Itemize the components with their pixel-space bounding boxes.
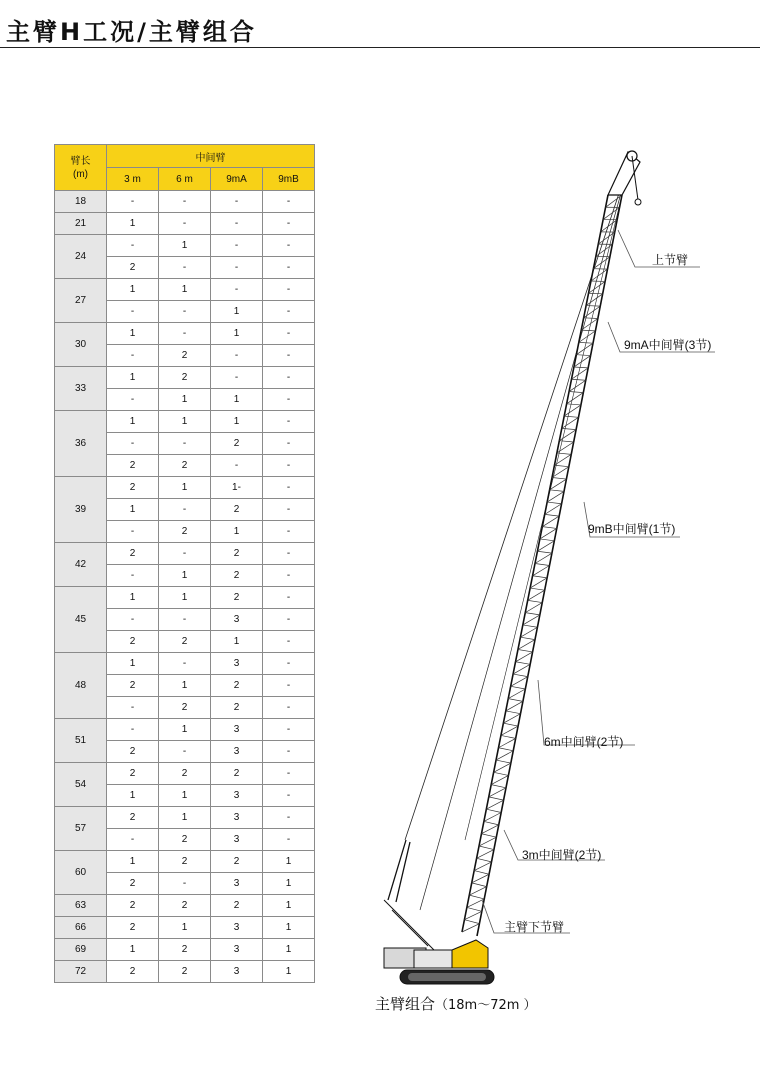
section-count-cell: 3 xyxy=(211,829,263,851)
boom-lattice xyxy=(462,195,622,932)
section-count-cell: 1- xyxy=(211,477,263,499)
section-count-cell: 2 xyxy=(159,697,211,719)
section-count-cell: 2 xyxy=(107,807,159,829)
section-count-cell: - xyxy=(107,191,159,213)
section-count-cell: - xyxy=(159,433,211,455)
section-count-cell: 3 xyxy=(211,785,263,807)
section-count-cell: 1 xyxy=(107,323,159,345)
section-count-cell: 2 xyxy=(107,917,159,939)
section-count-cell: 2 xyxy=(159,895,211,917)
boom-head xyxy=(608,151,641,205)
callout-top-section: 上节臂 xyxy=(652,253,689,267)
caption-range: （18m～72m ） xyxy=(435,998,537,1013)
section-count-cell: 1 xyxy=(107,939,159,961)
section-count-cell: - xyxy=(263,411,315,433)
section-count-cell: - xyxy=(107,345,159,367)
boom-length-cell: 45 xyxy=(55,587,107,653)
section-count-cell: 1 xyxy=(159,411,211,433)
section-count-cell: 1 xyxy=(159,587,211,609)
boom-length-cell: 24 xyxy=(55,235,107,279)
section-count-cell: - xyxy=(263,697,315,719)
section-count-cell: 1 xyxy=(107,653,159,675)
section-count-cell: - xyxy=(211,367,263,389)
section-count-cell: - xyxy=(159,213,211,235)
header-boom-length xyxy=(55,145,107,191)
table-row xyxy=(55,807,315,829)
upper-body xyxy=(414,940,488,968)
section-count-cell: 1 xyxy=(263,851,315,873)
section-count-cell: 1 xyxy=(263,939,315,961)
boom-length-cell: 39 xyxy=(55,477,107,543)
boom-length-cell: 63 xyxy=(55,895,107,917)
header-col-6m: 6 m xyxy=(159,168,211,191)
section-count-cell: 1 xyxy=(159,235,211,257)
table-row xyxy=(55,477,315,499)
section-count-cell: 2 xyxy=(107,961,159,983)
section-count-cell: 2 xyxy=(159,367,211,389)
table-row xyxy=(55,323,315,345)
section-count-cell: 2 xyxy=(211,433,263,455)
table-row xyxy=(55,213,315,235)
table-row xyxy=(55,851,315,873)
boom-length-cell: 51 xyxy=(55,719,107,763)
section-count-cell: 1 xyxy=(107,587,159,609)
boom-length-cell: 57 xyxy=(55,807,107,851)
table-row xyxy=(55,961,315,983)
section-count-cell: - xyxy=(159,257,211,279)
section-count-cell: 2 xyxy=(107,895,159,917)
section-count-cell: - xyxy=(263,455,315,477)
section-count-cell: - xyxy=(211,191,263,213)
section-count-cell: - xyxy=(107,235,159,257)
section-count-cell: 2 xyxy=(211,763,263,785)
table-row xyxy=(55,543,315,565)
section-count-cell: 1 xyxy=(107,279,159,301)
section-count-cell: - xyxy=(263,829,315,851)
section-count-cell: 1 xyxy=(159,477,211,499)
section-count-cell: - xyxy=(211,235,263,257)
header-col-9ma: 9mA xyxy=(211,168,263,191)
section-count-cell: 3 xyxy=(211,653,263,675)
section-count-cell: 3 xyxy=(211,741,263,763)
section-count-cell: - xyxy=(263,499,315,521)
section-count-cell: 2 xyxy=(107,257,159,279)
title-divider xyxy=(0,47,760,48)
section-count-cell: - xyxy=(107,697,159,719)
callout-base-section: 主臂下节臂 xyxy=(504,920,565,934)
section-count-cell: 1 xyxy=(263,961,315,983)
section-count-cell: 1 xyxy=(263,895,315,917)
section-count-cell: 2 xyxy=(211,565,263,587)
caption-main: 主臂组合 xyxy=(375,995,436,1013)
section-count-cell: 1 xyxy=(211,411,263,433)
section-count-cell: 1 xyxy=(211,323,263,345)
section-count-cell: 1 xyxy=(107,213,159,235)
header-boom-length-label: 臂长 (m) xyxy=(70,155,91,180)
boom-combination-table xyxy=(54,144,315,983)
section-count-cell: 2 xyxy=(159,631,211,653)
table-row xyxy=(55,279,315,301)
section-count-cell: 1 xyxy=(159,565,211,587)
section-count-cell: - xyxy=(211,213,263,235)
section-count-cell: 1 xyxy=(159,279,211,301)
section-count-cell: - xyxy=(263,345,315,367)
boom-length-cell: 18 xyxy=(55,191,107,213)
boom-length-cell: 30 xyxy=(55,323,107,367)
section-count-cell: - xyxy=(107,389,159,411)
section-count-cell: - xyxy=(263,235,315,257)
section-count-cell: - xyxy=(263,565,315,587)
section-count-cell: 2 xyxy=(211,895,263,917)
section-count-cell: 2 xyxy=(159,521,211,543)
section-count-cell: 3 xyxy=(211,873,263,895)
section-count-cell: - xyxy=(263,433,315,455)
section-count-cell: - xyxy=(211,257,263,279)
section-count-cell: - xyxy=(263,763,315,785)
section-count-cell: 2 xyxy=(159,455,211,477)
section-count-cell: - xyxy=(263,301,315,323)
section-count-cell: 1 xyxy=(107,785,159,807)
section-count-cell: 2 xyxy=(107,543,159,565)
header-col-9mb: 9mB xyxy=(263,168,315,191)
boom-length-cell: 36 xyxy=(55,411,107,477)
section-count-cell: 2 xyxy=(107,741,159,763)
section-count-cell: 3 xyxy=(211,961,263,983)
section-count-cell: 2 xyxy=(159,939,211,961)
table-row xyxy=(55,653,315,675)
table-row xyxy=(55,917,315,939)
table-row xyxy=(55,895,315,917)
section-count-cell: - xyxy=(159,543,211,565)
callout-9mb-middle: 9mB中间臂(1节) xyxy=(588,522,676,536)
section-count-cell: - xyxy=(107,719,159,741)
diagram-caption xyxy=(375,993,537,1014)
header-middle-boom: 中间臂 xyxy=(107,145,315,168)
table-row xyxy=(55,411,315,433)
section-count-cell: 2 xyxy=(107,763,159,785)
boom-length-cell: 27 xyxy=(55,279,107,323)
section-count-cell: - xyxy=(263,587,315,609)
section-count-cell: 2 xyxy=(211,697,263,719)
section-count-cell: 2 xyxy=(107,455,159,477)
section-count-cell: 2 xyxy=(211,587,263,609)
section-count-cell: - xyxy=(107,609,159,631)
page-title: 主臂H工况/主臂组合 xyxy=(6,18,257,46)
section-count-cell: - xyxy=(211,455,263,477)
boom-length-cell: 42 xyxy=(55,543,107,587)
section-count-cell: - xyxy=(263,631,315,653)
table-row xyxy=(55,191,315,213)
boom-length-cell: 60 xyxy=(55,851,107,895)
section-count-cell: - xyxy=(263,741,315,763)
table-row xyxy=(55,719,315,741)
section-count-cell: 3 xyxy=(211,939,263,961)
section-count-cell: - xyxy=(263,389,315,411)
section-count-cell: - xyxy=(263,609,315,631)
section-count-cell: - xyxy=(159,191,211,213)
section-count-cell: - xyxy=(159,609,211,631)
section-count-cell: - xyxy=(263,807,315,829)
section-count-cell: 2 xyxy=(159,763,211,785)
section-count-cell: 1 xyxy=(107,499,159,521)
section-count-cell: - xyxy=(263,367,315,389)
section-count-cell: - xyxy=(159,499,211,521)
section-count-cell: - xyxy=(263,543,315,565)
table-row xyxy=(55,235,315,257)
section-count-cell: - xyxy=(263,719,315,741)
table-row xyxy=(55,939,315,961)
section-count-cell: - xyxy=(263,521,315,543)
section-count-cell: 2 xyxy=(211,543,263,565)
section-count-cell: - xyxy=(263,785,315,807)
section-count-cell: - xyxy=(159,741,211,763)
section-count-cell: 2 xyxy=(211,499,263,521)
section-count-cell: 1 xyxy=(211,631,263,653)
section-count-cell: - xyxy=(263,653,315,675)
section-count-cell: 2 xyxy=(159,829,211,851)
section-count-cell: - xyxy=(159,301,211,323)
section-count-cell: 2 xyxy=(211,675,263,697)
header-col-3m: 3 m xyxy=(107,168,159,191)
callout-6m-middle: 6m中间臂(2节) xyxy=(544,735,624,749)
section-count-cell: 2 xyxy=(159,345,211,367)
section-count-cell: 1 xyxy=(211,389,263,411)
table-row xyxy=(55,587,315,609)
section-count-cell: 1 xyxy=(263,917,315,939)
section-count-cell: 3 xyxy=(211,807,263,829)
section-count-cell: - xyxy=(263,477,315,499)
section-count-cell: 1 xyxy=(211,301,263,323)
section-count-cell: 3 xyxy=(211,719,263,741)
boom-length-cell: 72 xyxy=(55,961,107,983)
section-count-cell: - xyxy=(263,675,315,697)
section-count-cell: 1 xyxy=(107,367,159,389)
section-count-cell: - xyxy=(107,433,159,455)
section-count-cell: 1 xyxy=(107,851,159,873)
section-count-cell: - xyxy=(263,279,315,301)
section-count-cell: 1 xyxy=(159,807,211,829)
section-count-cell: 1 xyxy=(211,521,263,543)
section-count-cell: 1 xyxy=(107,411,159,433)
boom-length-cell: 54 xyxy=(55,763,107,807)
section-count-cell: 1 xyxy=(159,719,211,741)
section-count-cell: - xyxy=(107,301,159,323)
section-count-cell: 2 xyxy=(211,851,263,873)
callout-3m-middle: 3m中间臂(2节) xyxy=(522,848,602,862)
boom-length-cell: 33 xyxy=(55,367,107,411)
section-count-cell: 1 xyxy=(159,917,211,939)
section-count-cell: 1 xyxy=(159,675,211,697)
table-row xyxy=(55,367,315,389)
section-count-cell: 1 xyxy=(263,873,315,895)
section-count-cell: - xyxy=(159,873,211,895)
boom-length-cell: 66 xyxy=(55,917,107,939)
section-count-cell: - xyxy=(107,565,159,587)
section-count-cell: 2 xyxy=(107,873,159,895)
section-count-cell: - xyxy=(107,829,159,851)
section-count-cell: 3 xyxy=(211,917,263,939)
section-count-cell: 2 xyxy=(159,961,211,983)
section-count-cell: 2 xyxy=(107,477,159,499)
section-count-cell: - xyxy=(159,653,211,675)
section-count-cell: - xyxy=(263,257,315,279)
crane-mast xyxy=(384,840,434,950)
section-count-cell: - xyxy=(159,323,211,345)
section-count-cell: 2 xyxy=(107,631,159,653)
section-count-cell: 2 xyxy=(159,851,211,873)
crawler-tracks xyxy=(400,970,494,984)
section-count-cell: - xyxy=(263,323,315,345)
section-count-cell: 1 xyxy=(159,389,211,411)
boom-length-cell: 69 xyxy=(55,939,107,961)
section-count-cell: - xyxy=(263,191,315,213)
section-count-cell: 3 xyxy=(211,609,263,631)
callout-9ma-middle: 9mA中间臂(3节) xyxy=(624,338,712,352)
table-row xyxy=(55,763,315,785)
section-count-cell: - xyxy=(211,279,263,301)
section-count-cell: - xyxy=(211,345,263,367)
section-count-cell: - xyxy=(107,521,159,543)
boom-length-cell: 21 xyxy=(55,213,107,235)
section-count-cell: 2 xyxy=(107,675,159,697)
section-count-cell: - xyxy=(263,213,315,235)
boom-length-cell: 48 xyxy=(55,653,107,719)
table-body xyxy=(55,191,315,983)
section-count-cell: 1 xyxy=(159,785,211,807)
